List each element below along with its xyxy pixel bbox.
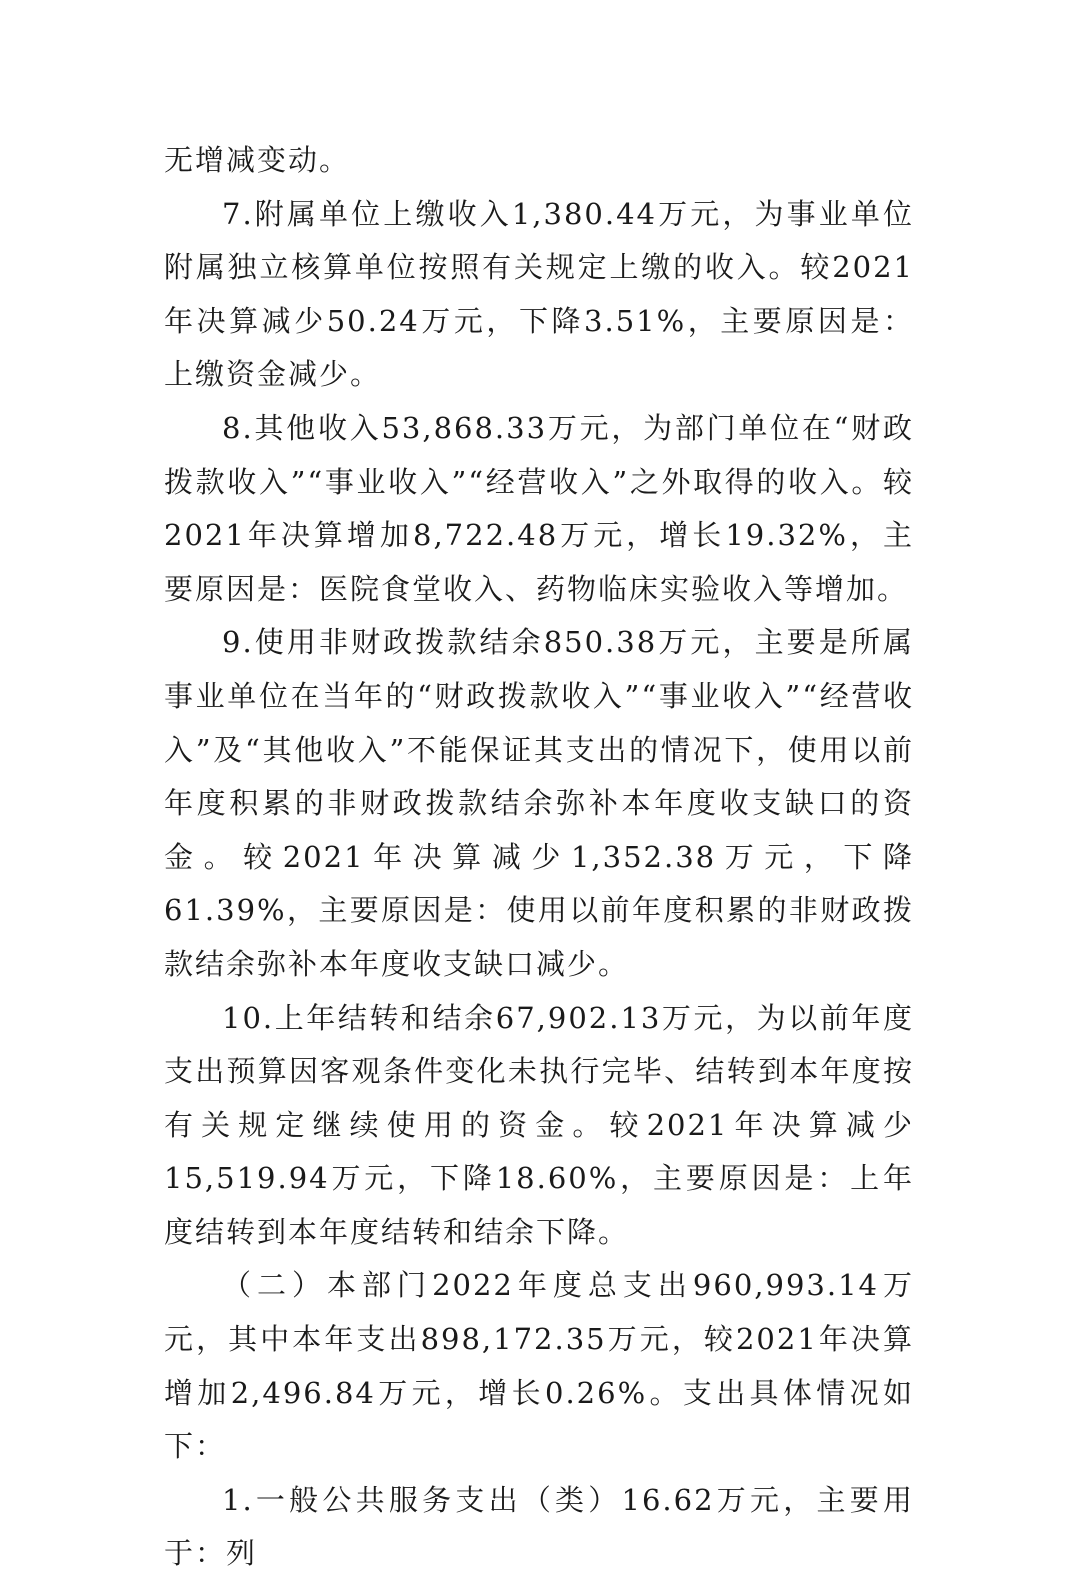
paragraph-item-7: 7.附属单位上缴收入1,380.44万元，为事业单位附属独立核算单位按照有关规定上缴的收入。较2021年决算减少50.24万元，下降3.51%，主要原因是：上缴资金减少。 <box>164 196 914 392</box>
paragraph-expense-1: 1.一般公共服务支出（类）16.62万元，主要用于：列 <box>164 1482 914 1571</box>
paragraph-section-2: （二）本部门2022年度总支出960,993.14万元，其中本年支出898,172.35万元，较2021年决算增加2,496.84万元，增长0.26%。支出具体情况如下： <box>164 1268 914 1464</box>
body-text <box>164 134 914 1581</box>
paragraph-item-10: 10.上年结转和结余67,902.13万元，为以前年度支出预算因客观条件变化未执行完毕、结转到本年度按有关规定继续使用的资金。较2021年决算减少15,519.94万元，下降18.60%，主要原因是：上年度结转到本年度结转和结余下降。 <box>164 1000 914 1249</box>
paragraph-item-8: 8.其他收入53,868.33万元，为部门单位在“财政拨款收入”“事业收入”“经营收入”之外取得的收入。较2021年决算增加8,722.48万元，增长19.32%，主要原因是：医院食堂收入、药物临床实验收入等增加。 <box>164 410 914 606</box>
paragraph-item-9: 9.使用非财政拨款结余850.38万元，主要是所属事业单位在当年的“财政拨款收入”“事业收入”“经营收入”及“其他收入”不能保证其支出的情况下，使用以前年度积累的非财政拨款结余弥补本年度收支缺口的资金。较2021年决算减少1,352.38万元，下降61.39%，主要原因是：使用以前年度积累的非财政拨款结余弥补本年度收支缺口减少。 <box>164 625 914 981</box>
paragraph-continuation: 无增减变动。 <box>164 143 351 177</box>
